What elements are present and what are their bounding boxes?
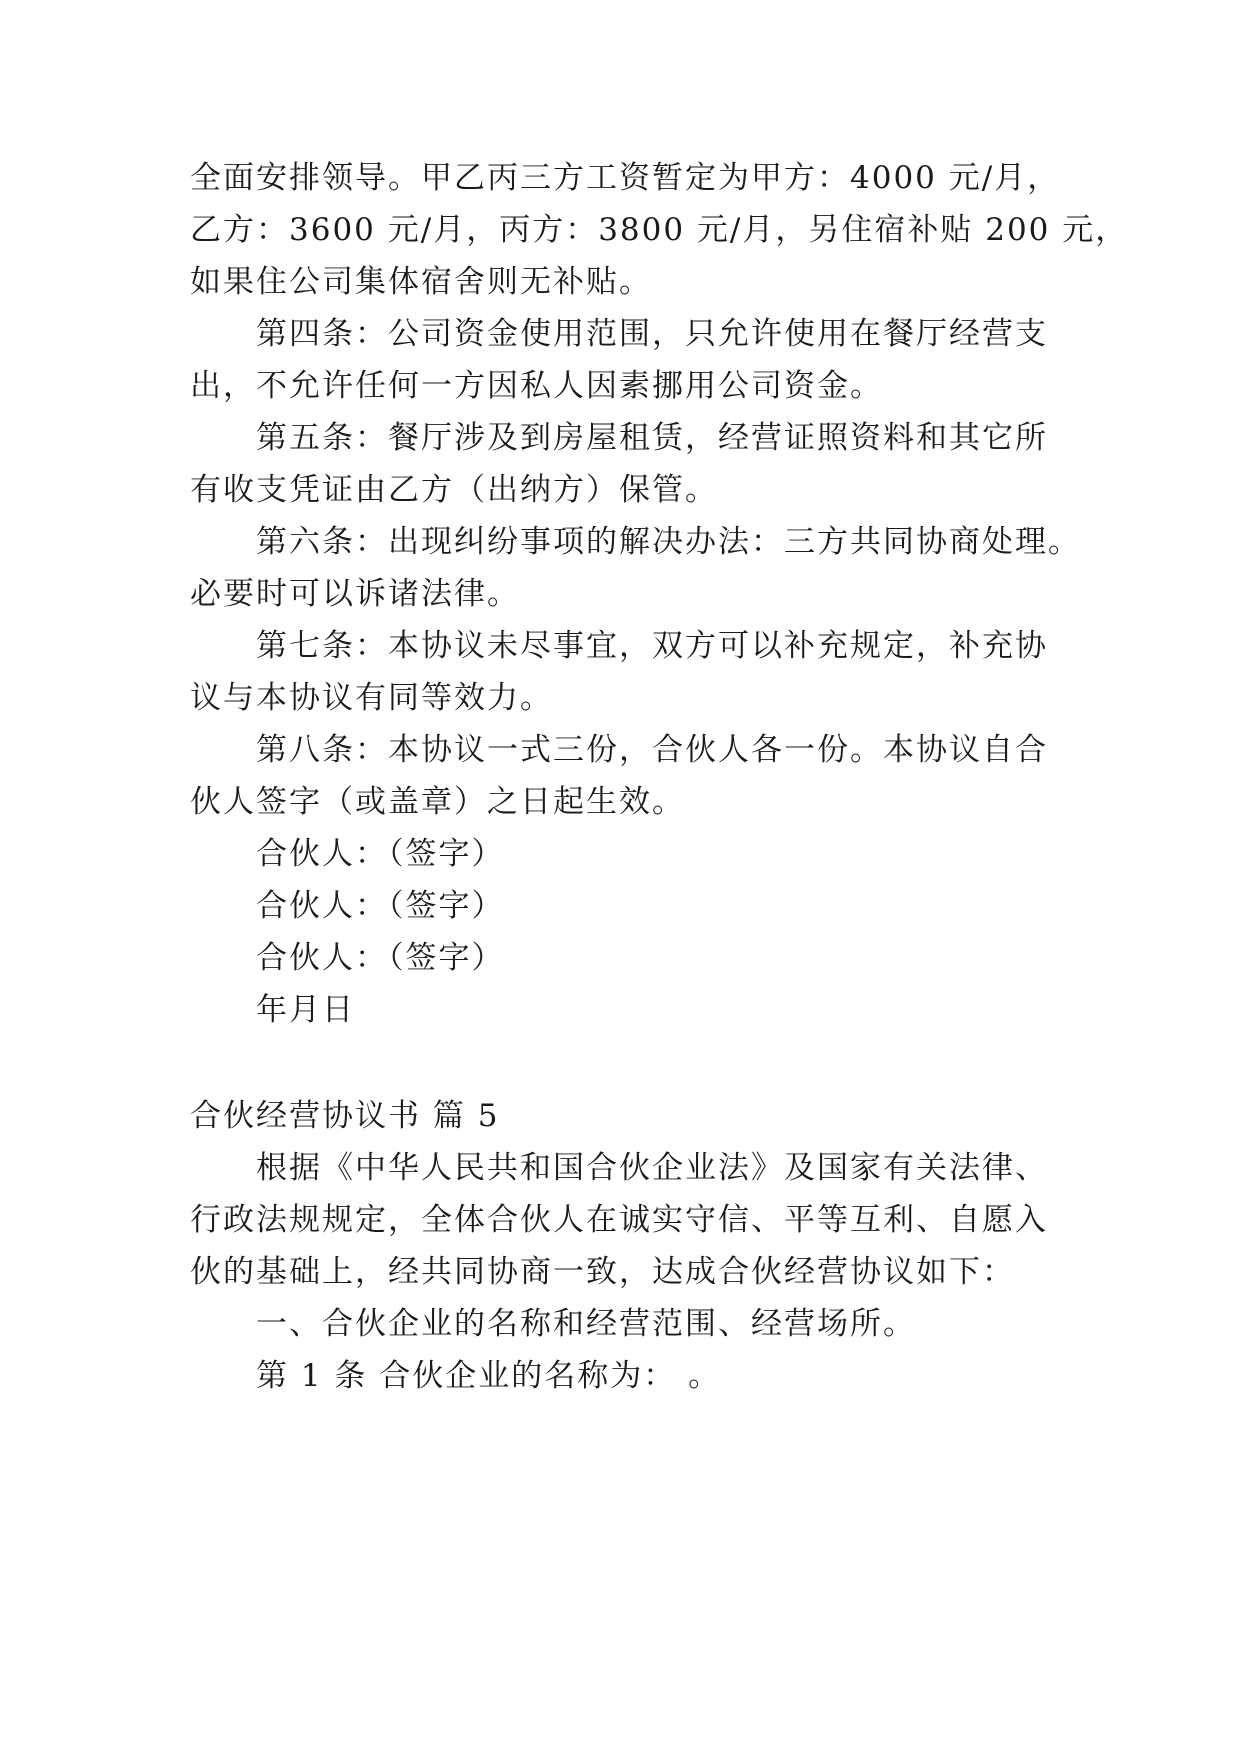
text-line: 伙人签字（或盖章）之日起生效。	[190, 784, 685, 820]
text-line: 第四条：公司资金使用范围，只允许使用在餐厅经营支	[256, 316, 1048, 352]
text-line: 有收支凭证由乙方（出纳方）保管。	[190, 472, 718, 508]
text-line: 第七条：本协议未尽事宜，双方可以补充规定，补充协	[256, 628, 1048, 664]
signature-line: 合伙人：（签字）	[256, 940, 505, 976]
text-line: 出，不允许任何一方因私人因素挪用公司资金。	[190, 368, 883, 404]
text-line: 如果住公司集体宿舍则无补贴。	[190, 264, 652, 300]
signature-line: 合伙人：（签字）	[256, 888, 505, 924]
text-line: 一、合伙企业的名称和经营范围、经营场所。	[256, 1306, 916, 1342]
text-line: 第六条：出现纠纷事项的解决办法：三方共同协商处理。	[256, 524, 1081, 560]
text-line: 第 1 条 合伙企业的名称为： 。	[256, 1358, 722, 1394]
date-line: 年月日	[256, 992, 355, 1028]
text-line: 第八条：本协议一式三份，合伙人各一份。本协议自合	[256, 732, 1048, 768]
text-line: 行政法规规定，全体合伙人在诚实守信、平等互利、自愿入	[190, 1202, 1048, 1238]
text-line: 根据《中华人民共和国合伙企业法》及国家有关法律、	[256, 1150, 1048, 1186]
text-line: 必要时可以诉诸法律。	[190, 576, 520, 612]
text-line: 乙方：3600 元/月，丙方：3800 元/月，另住宿补贴 200 元，	[190, 212, 1129, 248]
text-line: 第五条：餐厅涉及到房屋租赁，经营证照资料和其它所	[256, 420, 1048, 456]
text-line: 议与本协议有同等效力。	[190, 680, 553, 716]
signature-line: 合伙人：（签字）	[256, 836, 505, 872]
text-line: 伙的基础上，经共同协商一致，达成合伙经营协议如下：	[190, 1254, 1015, 1290]
section-title: 合伙经营协议书 篇 5	[190, 1098, 500, 1134]
text-line: 全面安排领导。甲乙丙三方工资暂定为甲方：4000 元/月，	[190, 160, 1061, 196]
